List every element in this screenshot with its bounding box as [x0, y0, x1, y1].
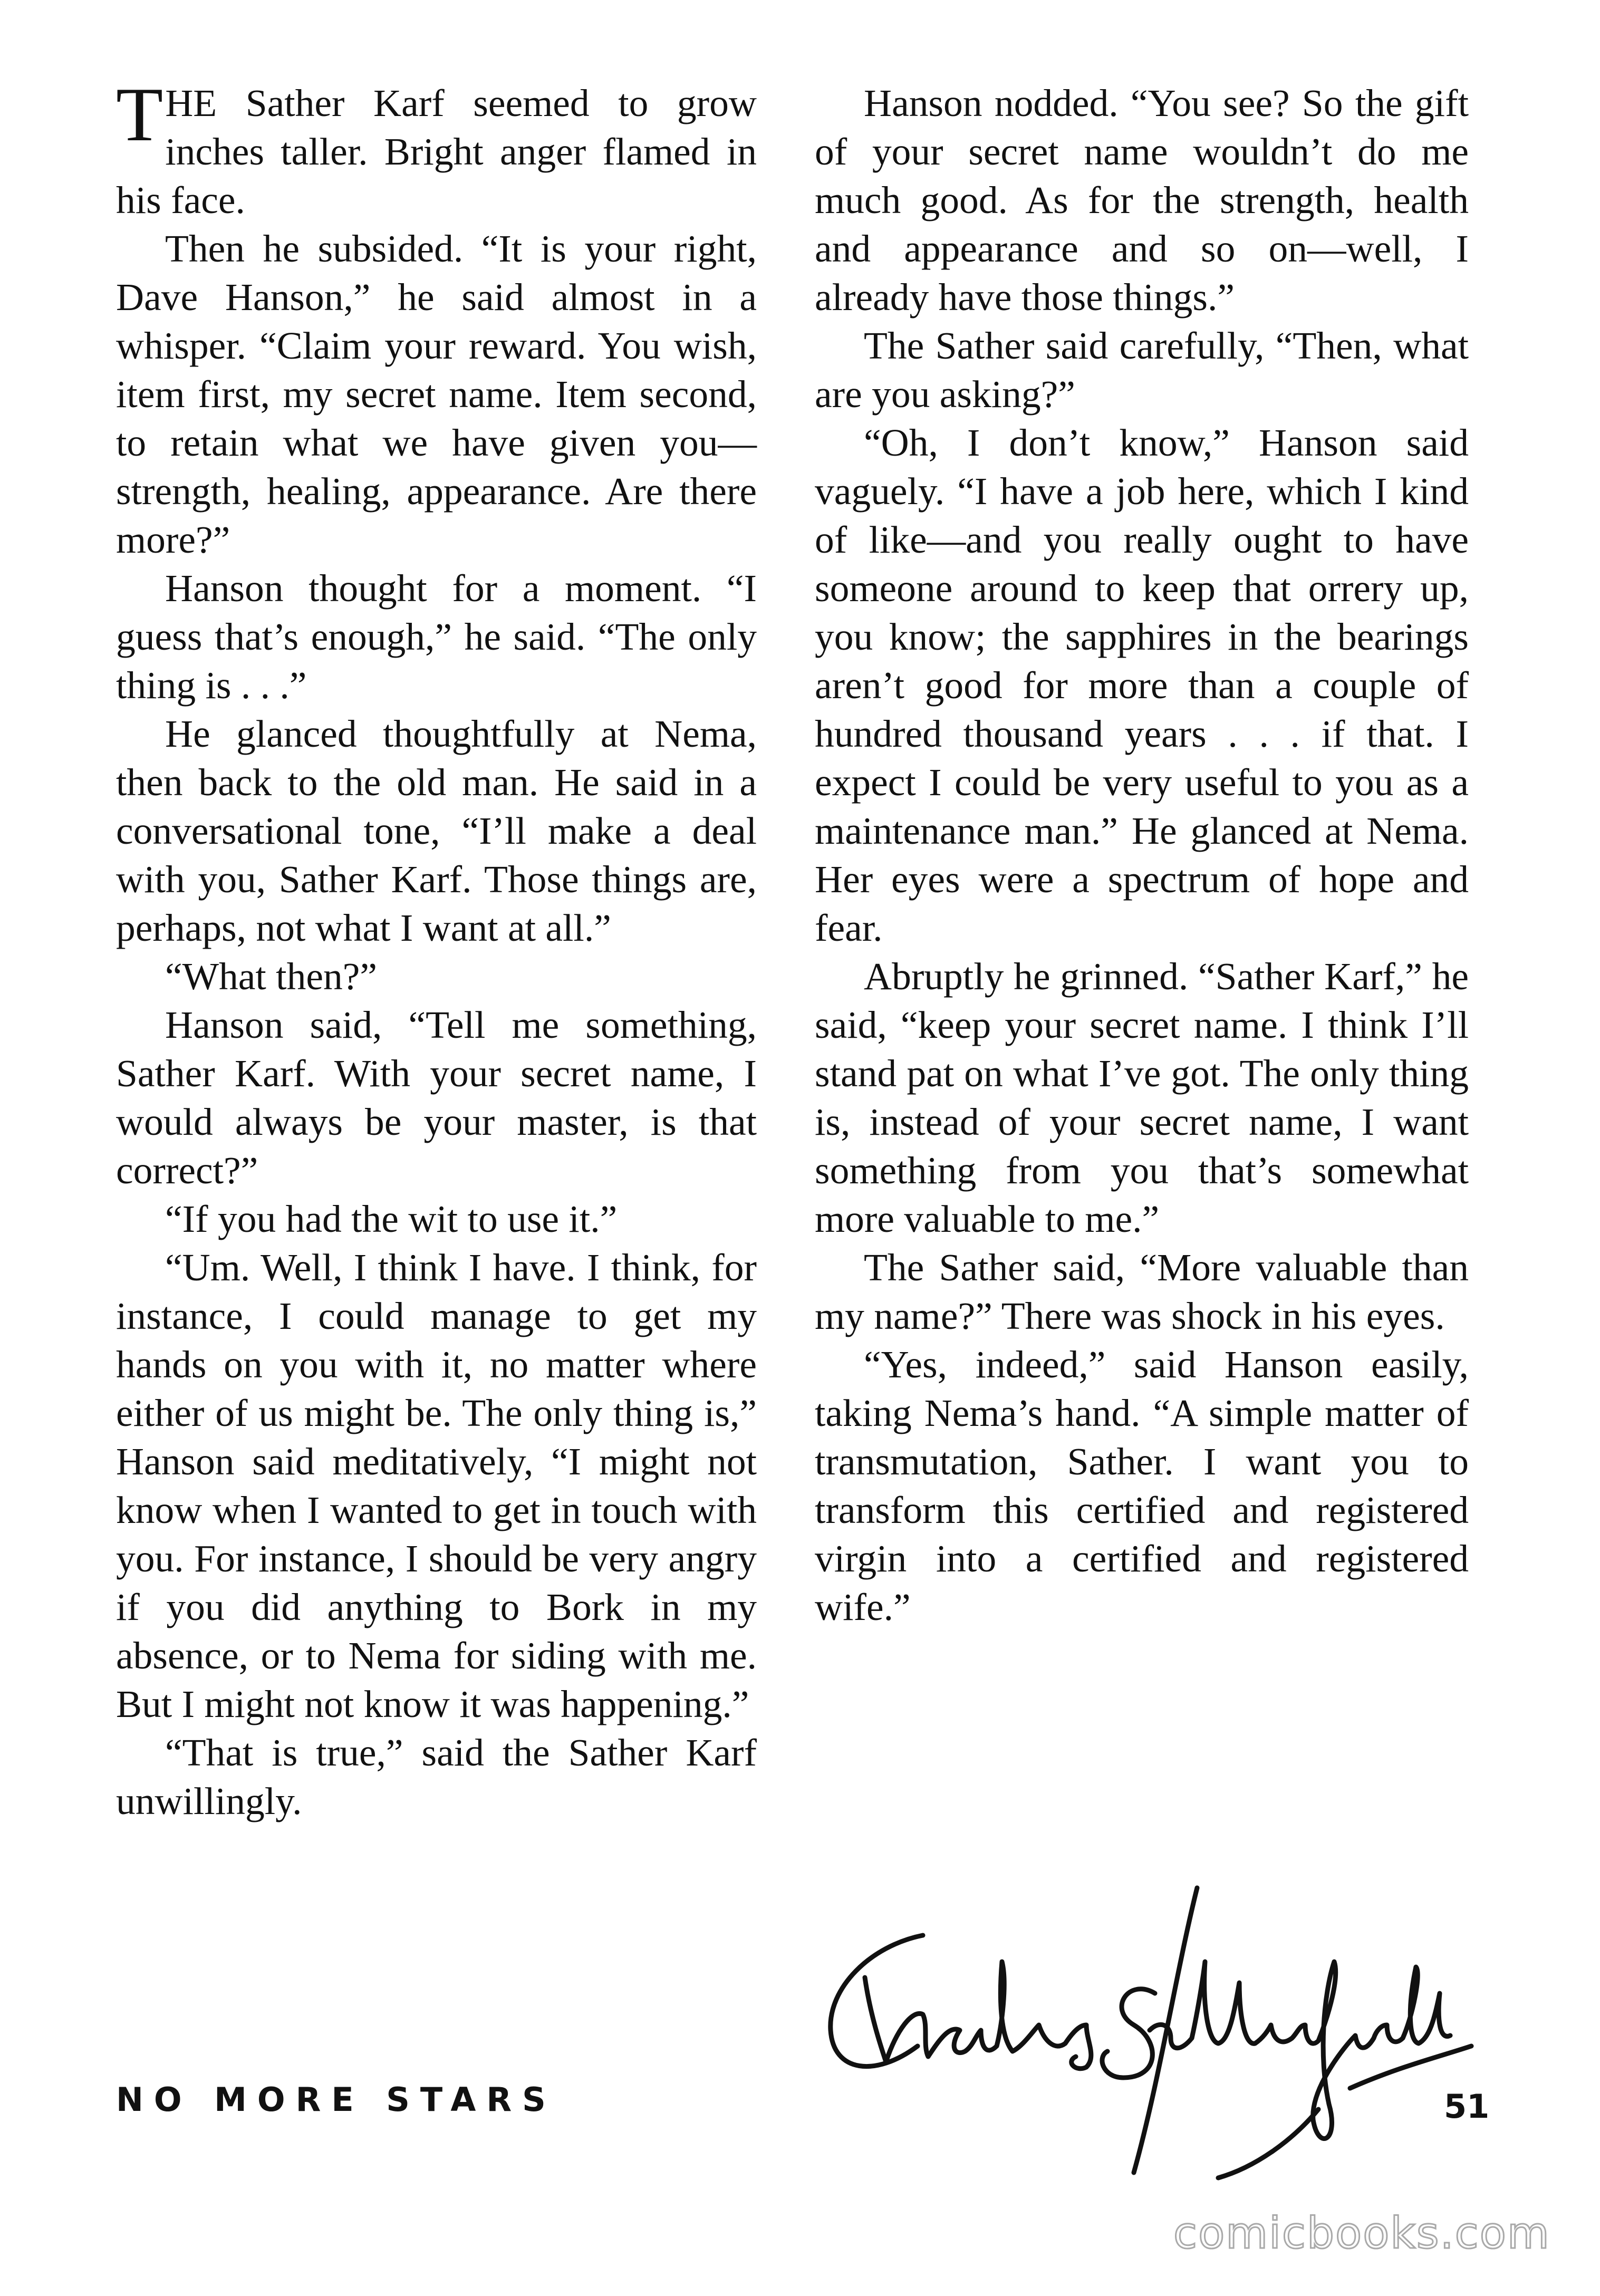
right-text-column	[815, 79, 1469, 1632]
paragraph: “Yes, indeed,” said Hanson easily, taking Nema’s hand. “A simple matter of transmutation, Sather. I want you to transform this certified and registered virgin into a certified and registered wife.”	[815, 1343, 1469, 1628]
left-text-column	[116, 72, 757, 1826]
paragraph: Hanson thought for a moment. “I guess that’s enough,” he said. “The only thing is . . .”	[116, 567, 757, 707]
paragraph: The Sather said carefully, “Then, what are you asking?”	[815, 324, 1469, 416]
running-footer-title: NO MORE STARS	[116, 2080, 556, 2119]
author-signature	[791, 1856, 1477, 2183]
page-number: 51	[1444, 2087, 1490, 2126]
paragraph: He glanced thoughtfully at Nema, then back to the old man. He said in a conversational tone, “I’ll make a deal with you, Sather Karf. Those things are, perhaps, not what I want at all.”	[116, 712, 757, 949]
paragraph: Hanson said, “Tell me something, Sather Karf. With your secret name, I would always be your master, is that correct?”	[116, 1004, 757, 1192]
paragraph: “Oh, I don’t know,” Hanson said vaguely. “I have a job here, which I kind of like—and you really ought to have someone around to keep that orrery up, you know; the sapphires in the bearings aren’t good for more than a couple of hundred thousand years . . . if that. I expect I could be very useful to you as a maintenance man.” He glanced at Nema. Her eyes were a spectrum of hope and fear.	[815, 421, 1469, 949]
paragraph: The Sather said, “More valuable than my name?” There was shock in his eyes.	[815, 1246, 1469, 1337]
paragraph: “That is true,” said the Sather Karf unwillingly.	[116, 1731, 757, 1822]
paragraph: “If you had the wit to use it.”	[165, 1198, 618, 1240]
paragraph: Then he subsided. “It is your right, Dave Hanson,” he said almost in a whisper. “Claim your reward. You wish, item first, my secret name. Item second, to retain what we have given you—strength, healing, appearance. Are there more?”	[116, 227, 757, 561]
drop-cap: T	[116, 72, 163, 157]
paragraph: Hanson nodded. “You see? So the gift of your secret name wouldn’t do me much good. As for the strength, health and appearance and so on—well, I already have those things.”	[815, 82, 1469, 319]
opening-paragraph	[116, 72, 757, 225]
paragraph: Abruptly he grinned. “Sather Karf,” he said, “keep your secret name. I think I’ll stand pat on what I’ve got. The only thing is, instead of your secret name, I want something from you that’s somewhat more valuable to me.”	[815, 955, 1469, 1240]
paragraph: “Um. Well, I think I have. I think, for instance, I could manage to get my hands on you with it, no matter where either of us might be. The only thing is,” Hanson said meditatively, “I might not know when I wanted to get in touch with you. For instance, I should be very angry if you did anything to Bork in my absence, or to Nema for siding with me. But I might not know it was happening.”	[116, 1246, 757, 1725]
paragraph: “What then?”	[165, 955, 377, 998]
opening-paragraph-text: HE Sather Karf seemed to grow inches taller. Bright anger flamed in his face.	[116, 82, 757, 221]
watermark: comicbooks.com	[1173, 2208, 1550, 2259]
